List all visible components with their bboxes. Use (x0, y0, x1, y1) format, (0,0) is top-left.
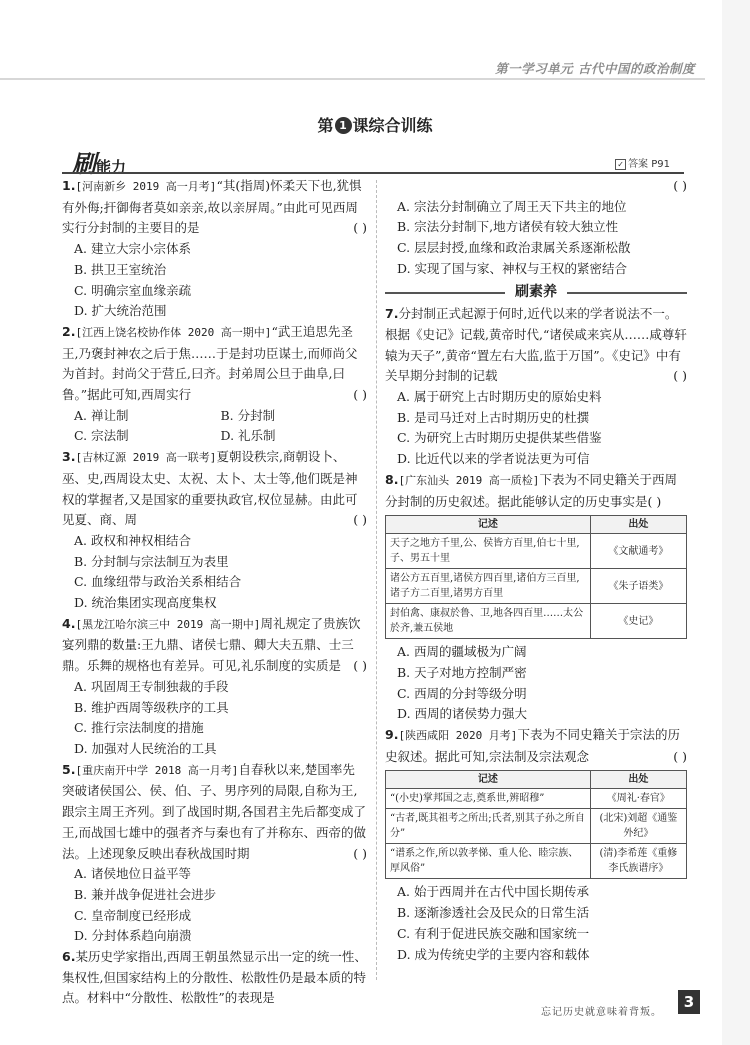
option: A. 建立大宗小宗体系 (74, 241, 191, 257)
table-header: 出处 (590, 516, 686, 534)
question-number: 5. (62, 761, 76, 777)
table-cell: 《朱子语类》 (590, 569, 686, 604)
answer-blank: ( ) (353, 845, 367, 861)
answer-blank: ( ) (353, 387, 367, 403)
table-row (386, 809, 687, 844)
answer-blank: ( ) (353, 512, 367, 528)
question-stem: 周礼规定了贵族饮宴列鼎的数量:王九鼎、诸侯七鼎、卿大夫五鼎、士三鼎。乐舞的规格也有差异。可见,礼乐制度的实质是 (62, 615, 361, 674)
option: B. 分封制 (220, 407, 276, 423)
option: D. 实现了国与家、神权与王权的紧密结合 (397, 260, 628, 276)
question-2 (62, 322, 367, 447)
option: B. 维护西周等级秩序的工具 (74, 699, 229, 715)
page-edge-strip (722, 0, 750, 1045)
question-source: [河南新乡 2019 高一月考] (75, 180, 217, 193)
option: A. 宗法分封制确立了周王天下共主的地位 (397, 198, 627, 214)
question-stem: 分封制正式起源于何时,近代以来的学者说法不一。根据《史记》记载,黄帝时代,“诸侯咸来宾从……咸尊轩辕为天子”,黄帝“置左右大监,监于万国”。《史记》中有关早期分封制的记载 (385, 306, 687, 384)
option: C. 层层封授,血缘和政治隶属关系逐渐松散 (397, 240, 631, 256)
answer-blank: ( ) (353, 658, 367, 674)
option: C. 为研究上古时期历史提供某些借鉴 (397, 430, 602, 446)
answer-blank: ( ) (353, 220, 367, 236)
option: B. 兼并战争促进社会进步 (74, 886, 217, 902)
subsection-heading (385, 282, 687, 303)
question-stem: “其(指周)怀柔天下也,犹惧有外侮;扞御侮者莫如亲亲,故以亲屏周。”由此可见西周实行分封制的主要目的是 (62, 178, 362, 236)
section-brush-char: 刷 (72, 150, 96, 178)
question-number: 8. (385, 471, 399, 487)
option: B. 天子对地方控制严密 (397, 664, 527, 680)
answer-blank: ( ) (647, 493, 662, 509)
question-1 (62, 176, 367, 322)
option: D. 分封体系趋向崩溃 (74, 928, 192, 944)
option: A. 禅让制 (74, 407, 129, 423)
table-cell: 封伯禽、康叔於鲁、卫,地各四百里……太公於齐,兼五侯地 (386, 604, 591, 639)
question-6-cont (385, 176, 687, 280)
option: D. 成为传统史学的主要内容和载体 (397, 946, 590, 962)
question-stem: 夏朝设秩宗,商朝设卜、巫、史,西周设太史、太祝、太卜、太士等,他们既是神权的掌握者,又是国家的重要执政官,权位显赫。由此可见夏、商、周 (62, 449, 358, 528)
option: A. 政权和神权相结合 (74, 532, 191, 548)
question-source: [吉林辽源 2019 高一联考] (75, 451, 217, 465)
option: C. 推行宗法制度的措施 (74, 720, 204, 736)
table-cell: (北宋)刘超《通鉴外纪》 (590, 809, 686, 844)
lesson-prefix: 第 (317, 116, 334, 135)
question-stem: 某历史学家指出,西周王朝虽然显示出一定的统一性、集权性,但国家结构上的分散性、松散性仍是最本质的特点。材料中“分散性、松散性”的表现是 (62, 949, 367, 1006)
question-number: 9. (385, 727, 399, 743)
question-source: [重庆南开中学 2018 高一月考] (75, 763, 239, 777)
answer-blank: ( ) (673, 368, 687, 384)
option: B. 分封制与宗法制互为表里 (74, 553, 229, 569)
question-source: [陕西咸阳 2020 月考] (398, 729, 518, 743)
page-number: 3 (678, 990, 700, 1014)
question-9 (385, 725, 687, 965)
question-7 (385, 304, 687, 470)
question-stem: 下表为不同史籍关于西周分封制的历史叙述。据此能够认定的历史事实是 (385, 471, 677, 509)
question-8 (385, 470, 687, 725)
table-header: 出处 (590, 771, 686, 789)
footer-motto: 忘记历史就意味着背叛。 (541, 1007, 662, 1018)
unit-title: 第一学习单元 古代中国的政治制度 (495, 61, 695, 76)
table-q8 (385, 515, 687, 639)
question-source: [江西上饶名校协作体 2020 高一期中] (75, 325, 272, 339)
table-q9 (385, 770, 687, 879)
question-number: 2. (62, 323, 76, 339)
option: A. 诸侯地位日益平等 (74, 866, 191, 882)
checkbox-icon: ✓ (615, 159, 626, 170)
option: A. 属于研究上古时期历史的原始史料 (397, 389, 602, 405)
question-number: 1. (62, 178, 76, 193)
option: B. 宗法分封制下,地方诸侯有较大独立性 (397, 219, 619, 235)
option: A. 西周的疆域极为广阔 (397, 644, 527, 660)
option: C. 血缘纽带与政治关系相结合 (74, 574, 242, 590)
table-cell: 《文献通考》 (590, 534, 686, 569)
question-stem: “武王追思先圣王,乃褒封神农之后于焦……于是封功臣谋士,而师尚父为首封。封尚父于营丘,曰齐。封弟周公旦于曲阜,曰鲁。”据此可知,西周实行 (62, 323, 358, 403)
question-source: [黑龙江哈尔滨三中 2019 高一期中] (75, 617, 261, 631)
option: D. 加强对人民统治的工具 (74, 740, 217, 756)
table-header: 记述 (386, 771, 591, 789)
table-cell: 《周礼·春官》 (590, 789, 686, 809)
option: A. 始于西周并在古代中国长期传承 (397, 884, 589, 900)
table-cell: “古者,既其祖考之所出;氏者,别其子孙之所自分” (386, 809, 591, 844)
column-divider (376, 180, 377, 980)
answer-ref (615, 155, 670, 170)
answer-ref-text: 答案 P91 (628, 159, 670, 170)
table-row (386, 604, 687, 639)
question-number: 6. (62, 949, 76, 965)
running-header (0, 58, 705, 80)
answer-blank: ( ) (673, 748, 687, 764)
question-3 (62, 447, 367, 614)
answer-blank: ( ) (673, 178, 687, 193)
option: B. 拱卫王室统治 (74, 261, 167, 277)
option: C. 皇帝制度已经形成 (74, 907, 192, 923)
option: C. 有利于促进民族交融和国家统一 (397, 925, 590, 941)
option: D. 统治集团实现高度集权 (74, 595, 217, 611)
lesson-suffix: 课综合训练 (352, 116, 433, 135)
option: C. 西周的分封等级分明 (397, 685, 527, 701)
table-row (386, 534, 687, 569)
option: B. 逐渐渗透社会及民众的日常生活 (397, 905, 590, 921)
table-cell: (清)李希莲《重修李氏族谱序》 (590, 844, 686, 879)
option: B. 是司马迁对上古时期历史的杜撰 (397, 409, 590, 425)
option: D. 西周的诸侯势力强大 (397, 706, 528, 722)
question-number: 4. (62, 615, 76, 631)
option: C. 明确宗室血缘亲疏 (74, 282, 192, 298)
left-column (62, 176, 367, 1009)
section-rule (62, 172, 684, 174)
table-row (386, 789, 687, 809)
subsection-label: 刷素养 (505, 284, 567, 300)
lesson-number: 1 (335, 117, 352, 134)
question-5 (62, 760, 367, 947)
question-6 (62, 947, 367, 1009)
question-stem: 下表为不同史籍关于宗法的历史叙述。据此可知,宗法制及宗法观念 (385, 727, 680, 764)
question-number: 7. (385, 306, 399, 322)
question-4 (62, 614, 367, 760)
table-row (386, 569, 687, 604)
option: A. 巩固周王专制独裁的手段 (74, 678, 229, 694)
table-cell: 天子之地方千里,公、侯皆方百里,伯七十里,子、男五十里 (386, 534, 591, 569)
question-source: [广东汕头 2019 高一质检] (398, 473, 540, 487)
option: C. 宗法制 (74, 428, 129, 444)
section-label: 能力 (96, 158, 127, 176)
table-cell: “谱系之作,所以敦孝悌、重人伦、睦宗族、厚风俗” (386, 844, 591, 879)
lesson-title (0, 113, 750, 136)
option: D. 扩大统治范围 (74, 303, 167, 319)
table-cell: 诸公方五百里,诸侯方四百里,诸伯方三百里,诸子方二百里,诸男方百里 (386, 569, 591, 604)
table-row (386, 844, 687, 879)
option: D. 比近代以来的学者说法更为可信 (397, 451, 590, 467)
table-header: 记述 (386, 516, 591, 534)
question-stem: 自春秋以来,楚国率先突破诸侯国公、侯、伯、子、男序列的局限,自称为王,跟宗主周王齐列。到了战国时期,各国君主先后都变成了王,而战国七雄中的强者齐与秦也有了并称东、西帝的做法。上述现象反映出春秋战国时期 (62, 761, 366, 861)
option: D. 礼乐制 (220, 428, 276, 444)
table-cell: “(小史)掌邦国之志,奠系世,辨昭穆” (386, 789, 591, 809)
table-cell: 《史记》 (590, 604, 686, 639)
question-number: 3. (62, 449, 76, 465)
right-column (385, 176, 687, 965)
